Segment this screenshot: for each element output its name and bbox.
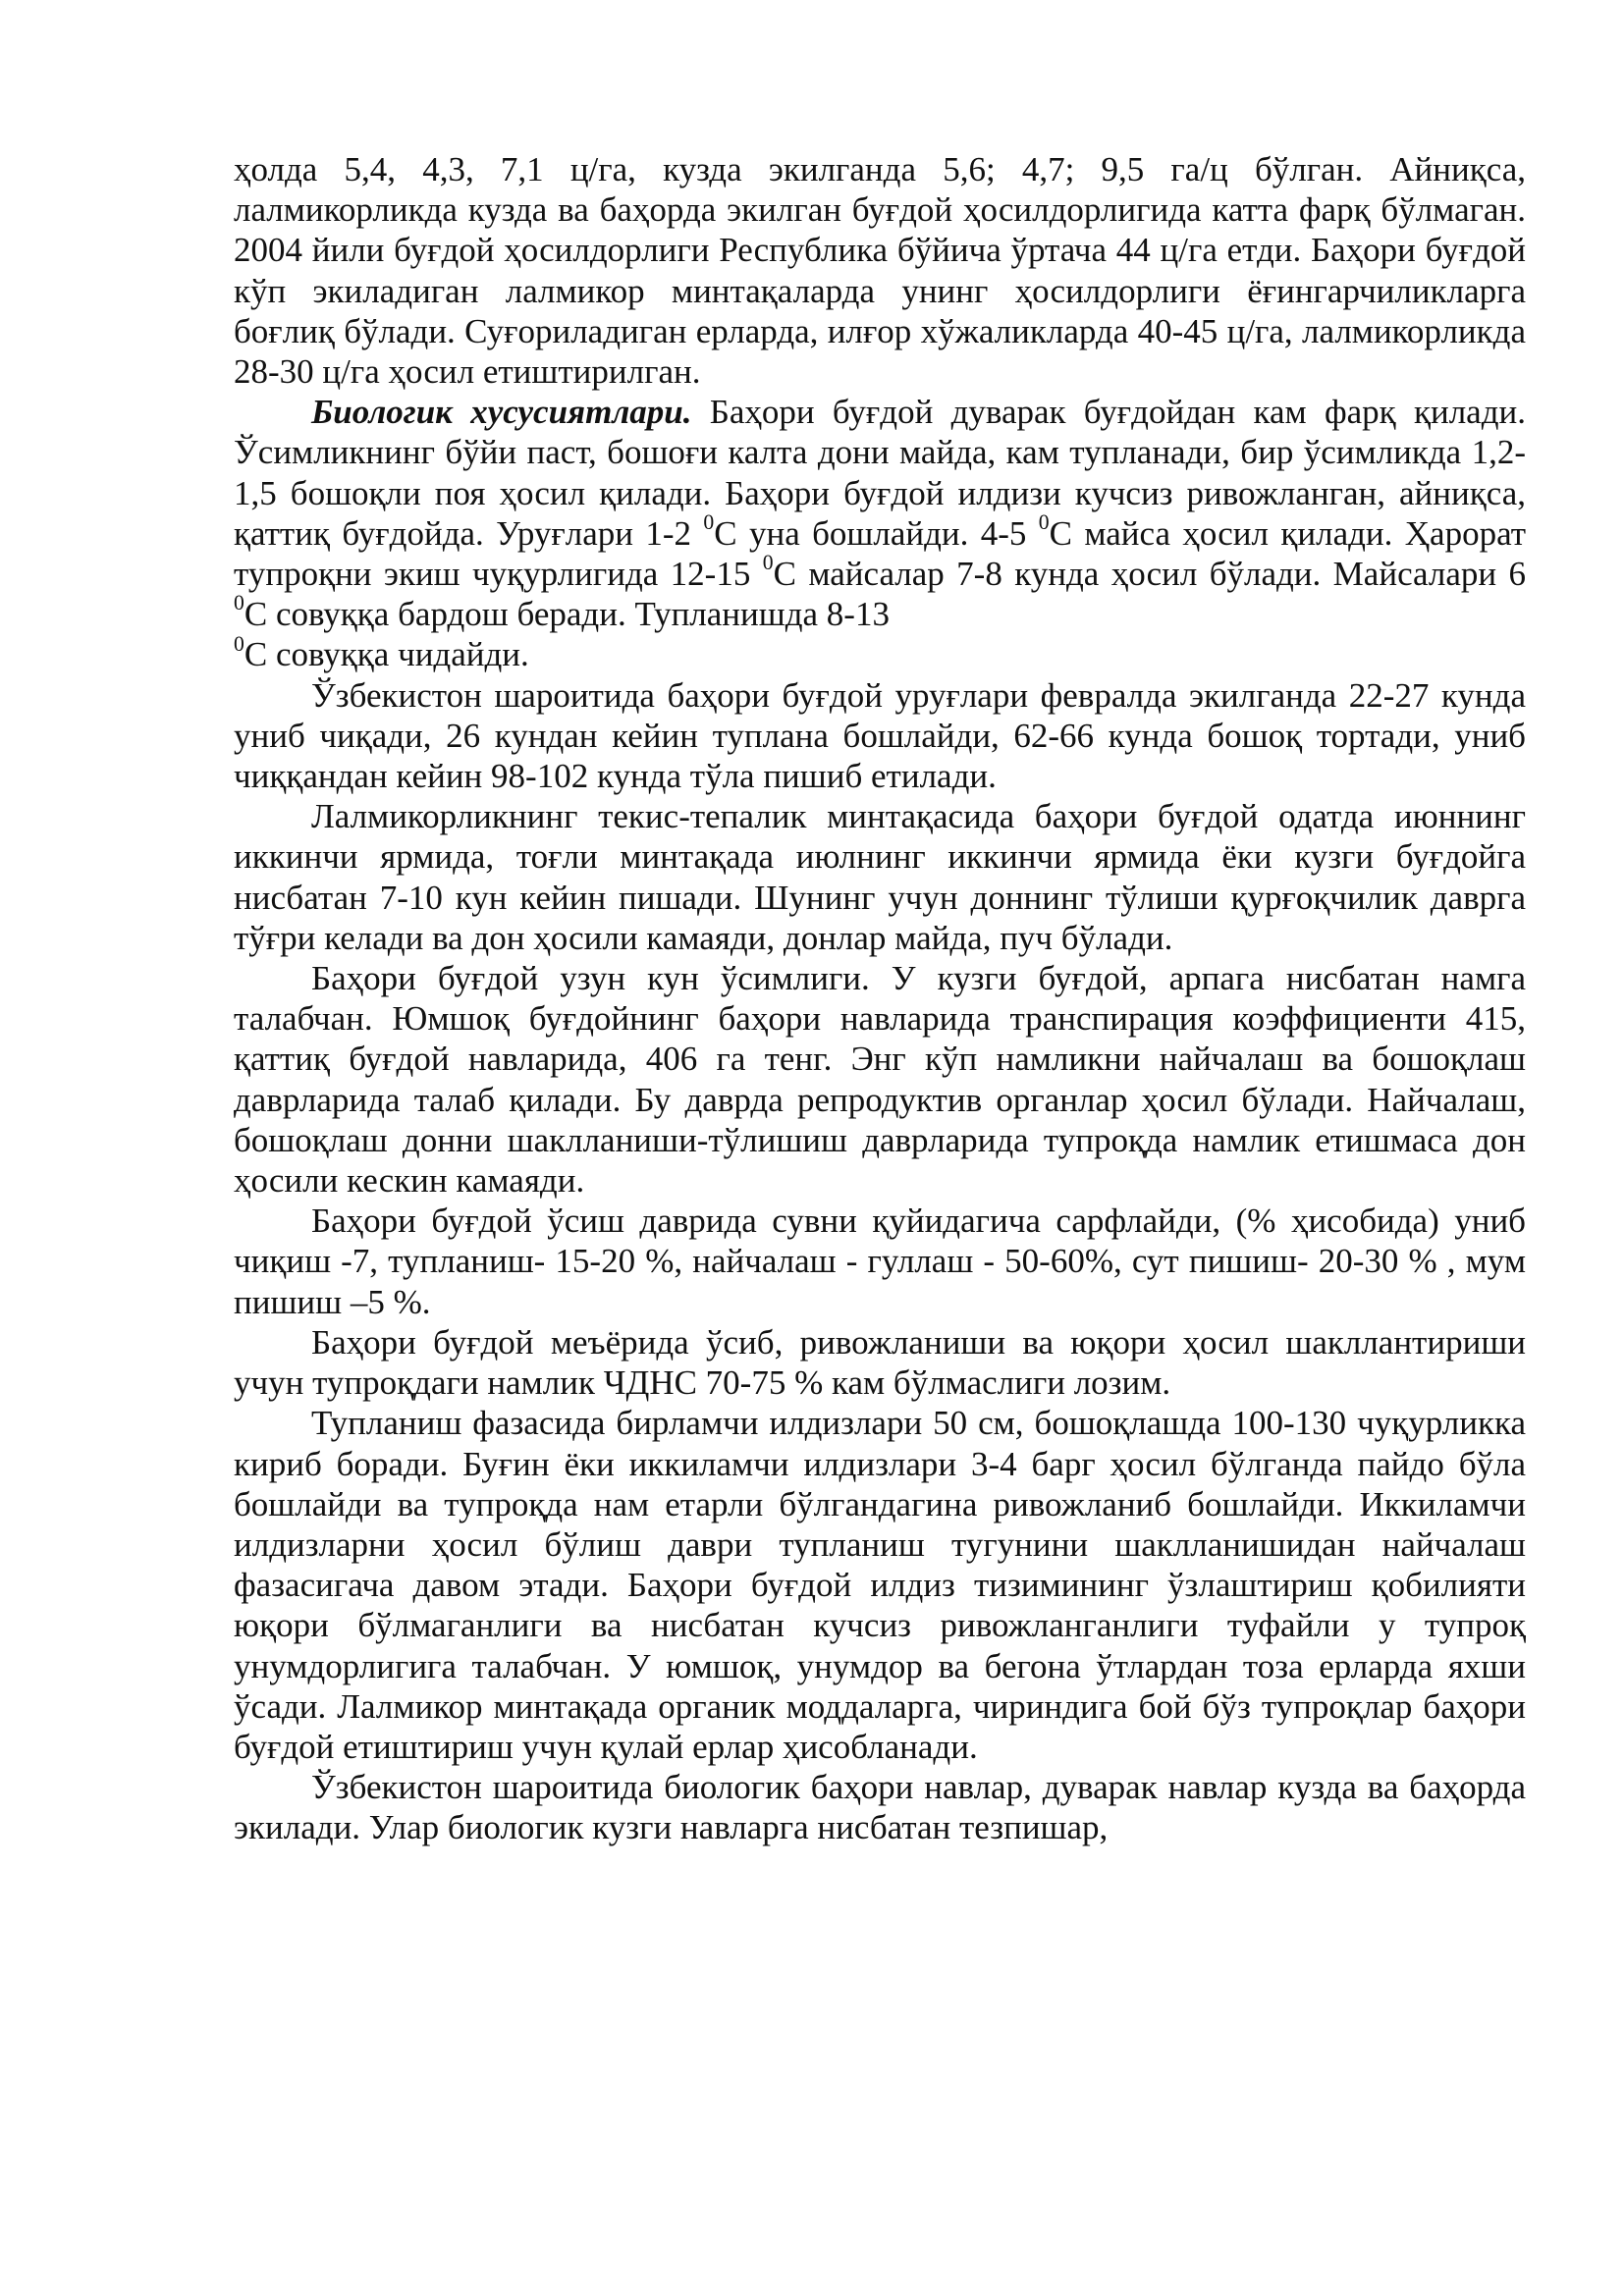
degree-superscript: 0 <box>703 509 715 534</box>
text-segment: С совуққа чидайди. <box>244 635 529 674</box>
document-page <box>234 149 1526 1848</box>
text-segment: Баҳори буғдой дуварак буғдойдан кам фарқ қилади. Ўсимликнинг бўйи паст, бошоғи калта дони майда, кам тупланади, бир ўсимликда 1,2-1,5 бошоқли поя ҳосил қилади. Баҳори буғдой илдизи кучсиз ривожланган, айниқса, қаттиқ буғдойда. Уруғлари 1-2 <box>234 393 1526 553</box>
text-segment: С совуққа бардош беради. Тупланишда 8-13 <box>244 595 890 634</box>
paragraph-germination-timing: Ўзбекистон шароитида баҳори буғдой уруғлари февралда экилганда 22-27 кунда униб чиқади, 26 кундан кейин туплана бошлайди, 62-66 кунда бошоқ тортади, униб чиққандан кейин 98-102 кунда тўла пишиб етилади. <box>234 675 1526 796</box>
text-segment: С уна бошлайди. 4-5 <box>714 513 1039 553</box>
paragraph-rainfed-ripening: Лалмикорликнинг текис-тепалик минтақасида баҳори буғдой одатда июннинг иккинчи ярмида, тоғли минтақада июлнинг иккинчи ярмида ёки кузги буғдойга нисбатан 7-10 кун кейин пишади. Шунинг учун доннинг тўлиши қурғоқчилик даврга тўғри келади ва дон ҳосили камаяди, донлар майда, пуч бўлади. <box>234 797 1526 957</box>
paragraph-biological-features <box>234 392 1526 674</box>
paragraph-moisture-demand: Баҳори буғдой узун кун ўсимлиги. У кузги буғдой, арпага нисбатан намга талабчан. Юмшоқ буғдойнинг баҳори навларида транспирация коэффициенти 415, қаттиқ буғдой навларида, 406 га тенг. Энг кўп намликни найчалаш ва бошоқлаш даврларида талаб қилади. Бу даврда репродуктив органлар ҳосил бўлади. Найчалаш, бошоқлаш донни шаклланиши-тўлишиш даврларида тупроқда намлик етишмаса дон ҳосили кескин камаяди. <box>234 959 1526 1201</box>
degree-superscript: 0 <box>762 551 774 575</box>
degree-superscript: 0 <box>1038 509 1050 534</box>
paragraph-yield-summary: ҳолда 5,4, 4,3, 7,1 ц/га, кузда экилганда 5,6; 4,7; 9,5 га/ц бўлган. Айниқса, лалмикорликда кузда ва баҳорда экилган буғдой ҳосилдорлигида катта фарқ бўлмаган. 2004 йили буғдой ҳосилдорлиги Республика бўйича ўртача 44 ц/га етди. Баҳори буғдой кўп экиладиган лалмикор минтақаларда унинг ҳосилдорлиги ёғингарчиликларга боғлиқ бўлади. Суғориладиган ерларда, илғор хўжаликларда 40-45 ц/га, лалмикорликда 28-30 ц/га ҳосил етиштирилган. <box>234 150 1526 392</box>
paragraph-varieties: Ўзбекистон шароитида биологик баҳори навлар, дуварак навлар кузда ва баҳорда экилади. Улар биологик кузги навларга нисбатан тезпишар, <box>234 1768 1526 1847</box>
degree-superscript: 0 <box>234 631 244 656</box>
text-segment: С майса ҳосил қилади. Ҳарорат тупроқни экиш чуқурлигида 12-15 <box>234 513 1527 594</box>
section-heading-biological-features: Биологик хусусиятлари. <box>311 393 692 432</box>
text-segment: С майсалар 7-8 кунда ҳосил бўлади. Майсалари 6 <box>773 555 1526 594</box>
paragraph-root-system: Тупланиш фазасида бирламчи илдизлари 50 см, бошоқлашда 100-130 чуқурликка кириб боради. Буғин ёки иккиламчи илдизлари 3-4 барг ҳосил бўлганда пайдо бўла бошлайди ва тупроқда нам етарли бўлгандагина ривожланиб бошлайди. Иккиламчи илдизларни ҳосил бўлиш даври тупланиш тугунини шаклланишидан найчалаш фазасигача давом этади. Баҳори буғдой илдиз тизимининг ўзлаштириш қобилияти юқори бўлмаганлиги ва нисбатан кучсиз ривожланганлиги туфайли у тупроқ унумдорлигига талабчан. У юмшоқ, унумдор ва бегона ўтлардан тоза ерларда яхши ўсади. Лалмикор минтақада органик моддаларга, чириндига бой бўз тупроқлар баҳори буғдой етиштириш учун қулай ерлар ҳисобланади. <box>234 1404 1526 1766</box>
paragraph-water-use: Баҳори буғдой ўсиш даврида сувни қуйидагича сарфлайди, (% ҳисобида) униб чиқиш -7, тупланиш- 15-20 %, найчалаш - гуллаш - 50-60%, сут пишиш- 20-30 % , мум пишиш –5 %. <box>234 1201 1526 1321</box>
degree-superscript: 0 <box>234 591 244 615</box>
paragraph-soil-moisture: Баҳори буғдой меъёрида ўсиб, ривожланиши ва юқори ҳосил шакллантириши учун тупроқдаги намлик ЧДНС 70-75 % кам бўлмаслиги лозим. <box>234 1322 1526 1403</box>
